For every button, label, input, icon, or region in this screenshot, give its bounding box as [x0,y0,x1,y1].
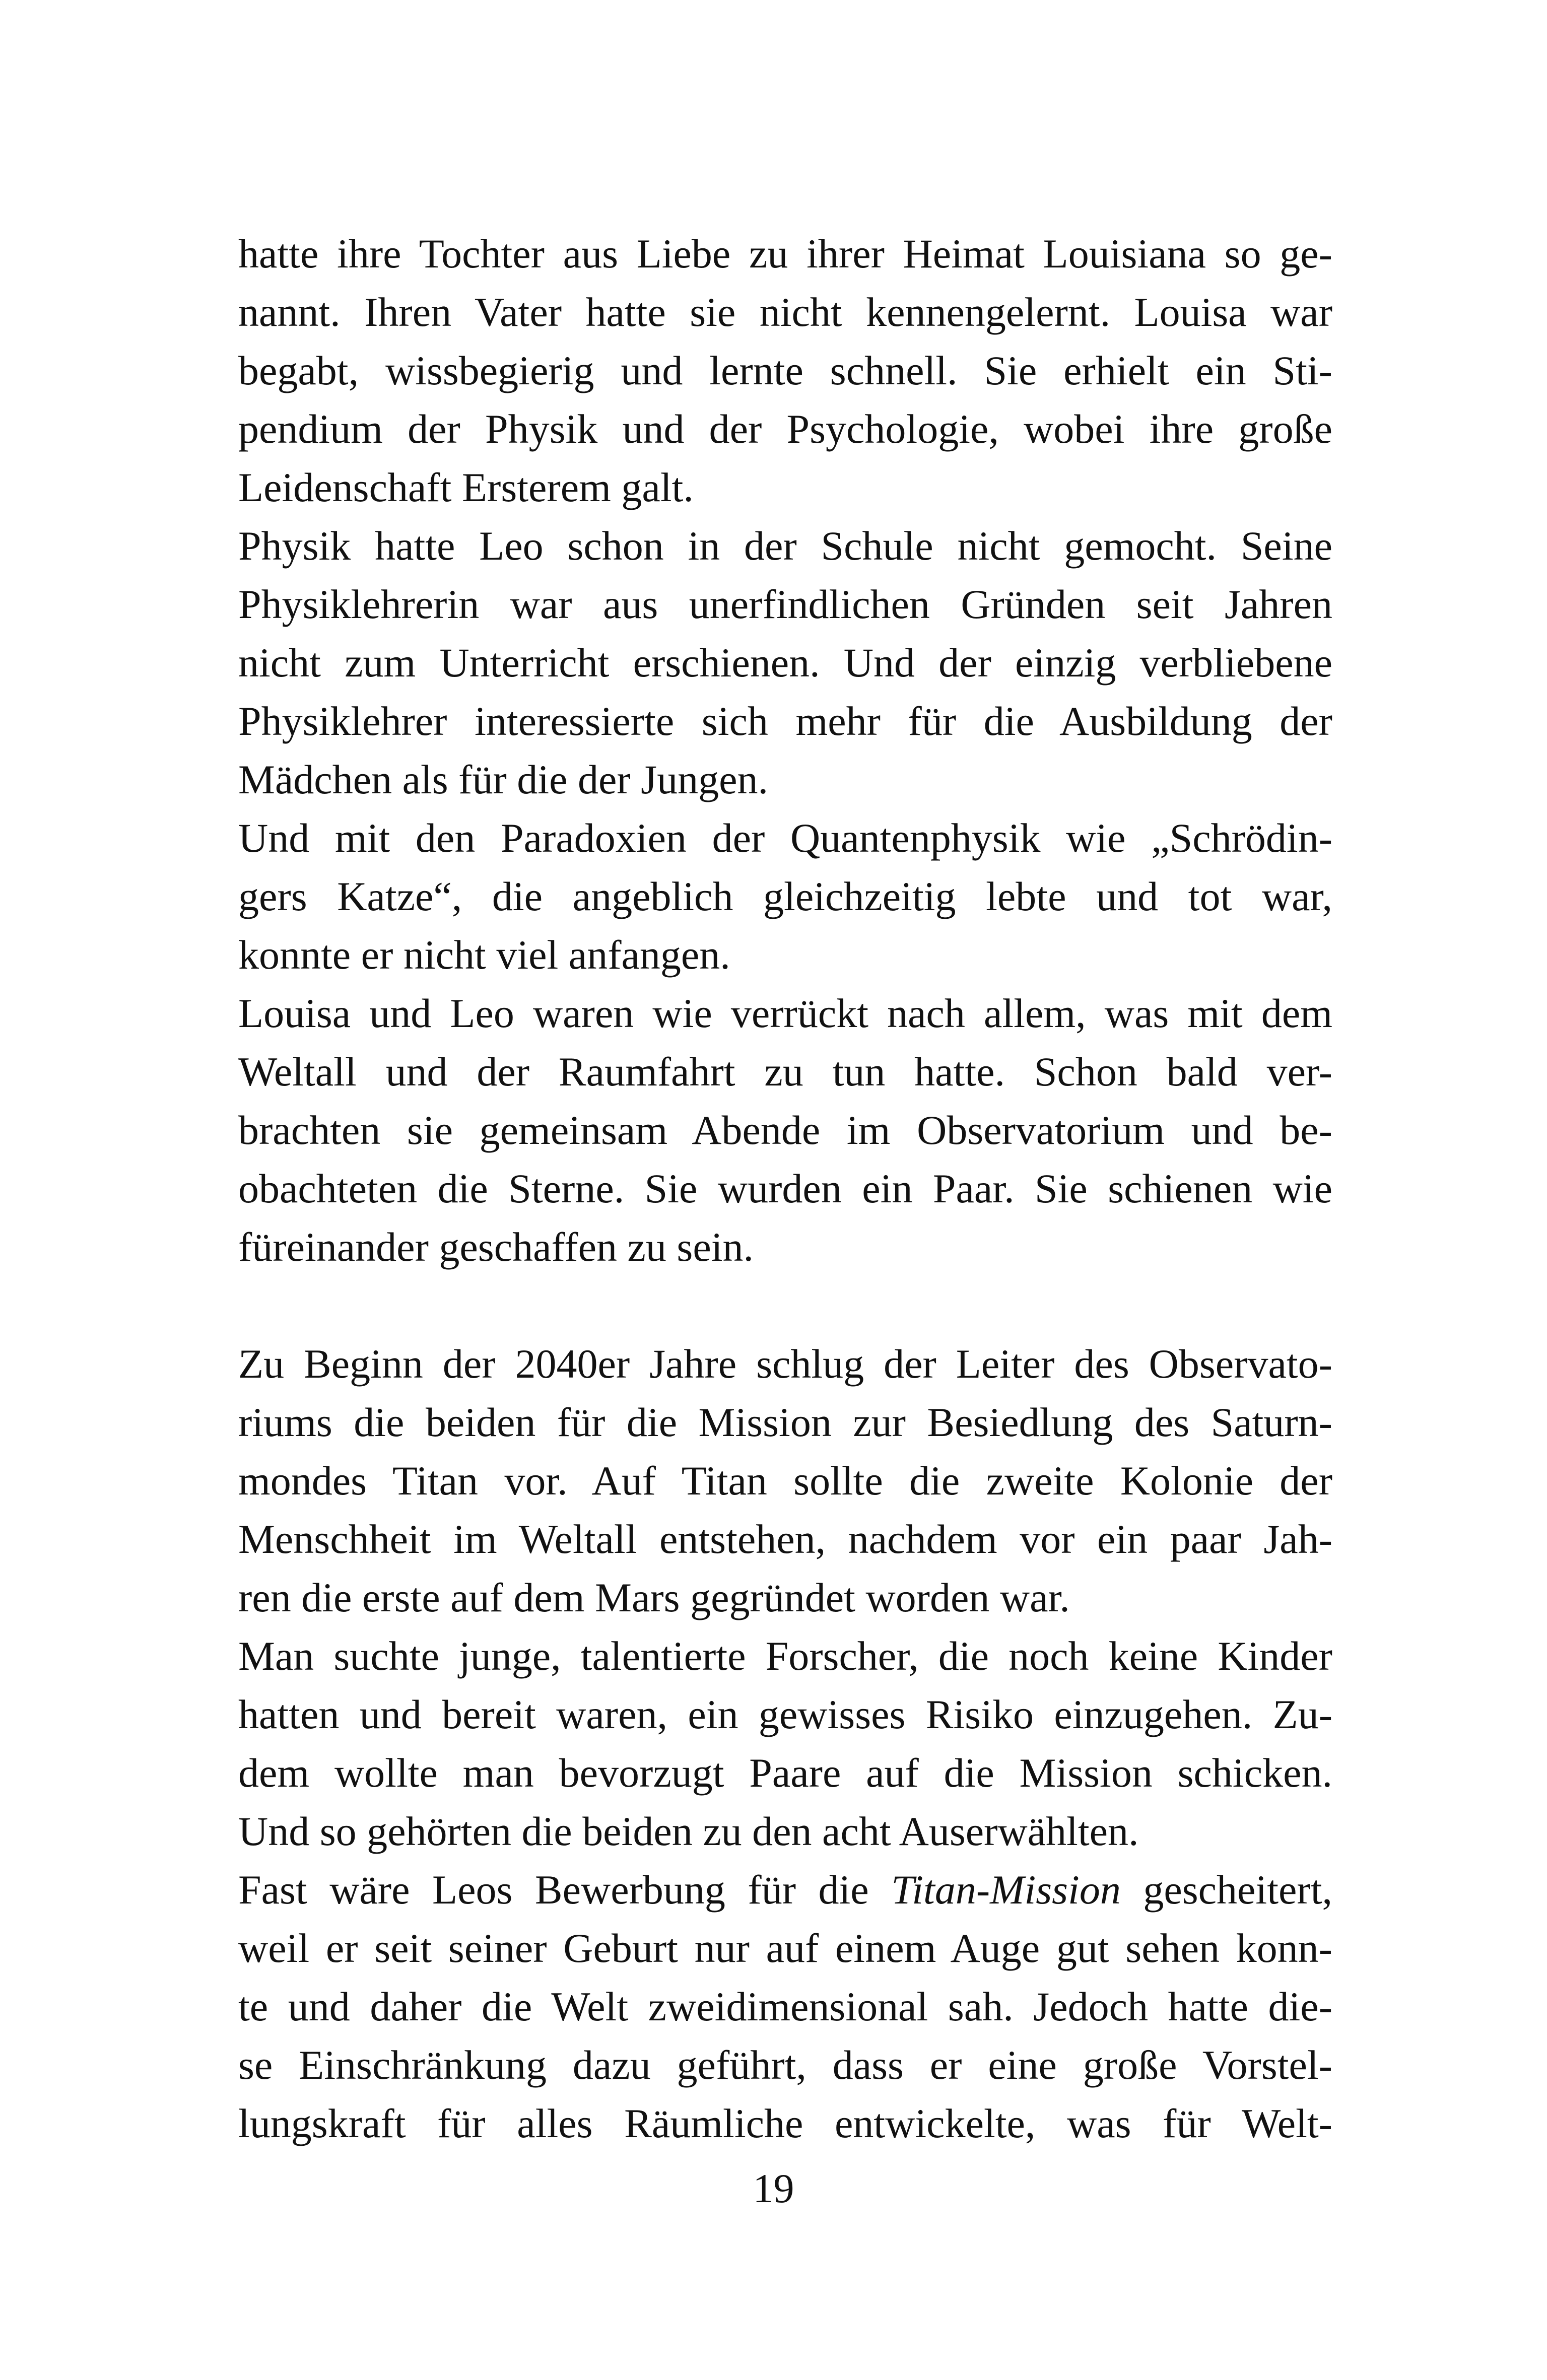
text-line: weil er seit seiner Geburt nur auf einem Auge gut sehen konn- [238,1925,1332,1971]
text-line: Man suchte junge, talentierte Forscher, die noch keine Kinder [238,1633,1332,1679]
text-line: nannt. Ihren Vater hatte sie nicht kennengelernt. Louisa war [238,289,1332,335]
paragraph-6 [238,1627,1332,1861]
text-line: hatten und bereit waren, ein gewisses Risiko einzugehen. Zu- [238,1691,1332,1737]
paragraph-7 [238,1861,1332,2153]
text-line: Louisa und Leo waren wie verrückt nach allem, was mit dem [238,990,1332,1036]
paragraph-5 [238,1335,1332,1627]
text-line: Zu Beginn der 2040er Jahre schlug der Leiter des Observato- [238,1341,1332,1387]
text-line: se Einschränkung dazu geführt, dass er eine große Vorstel- [238,2042,1332,2088]
text-line [238,1861,1332,1919]
text-line: riums die beiden für die Mission zur Besiedlung des Saturn- [238,1399,1332,1445]
text-line: gers Katze“, die angeblich gleichzeitig lebte und tot war, [238,873,1332,919]
text-line: begabt, wissbegierig und lernte schnell. Sie erhielt ein Sti- [238,348,1332,393]
text-line: brachten sie gemeinsam Abende im Observatorium und be- [238,1107,1332,1153]
text-line: nicht zum Unterricht erschienen. Und der einzig verbliebene [238,640,1332,686]
text-line: Weltall und der Raumfahrt zu tun hatte. Schon bald ver- [238,1049,1332,1095]
body-text [238,225,1332,2153]
text-segment: Fast wäre Leos Bewerbung für die [238,1867,892,1913]
text-line: Leidenschaft Ersterem galt. [238,464,694,510]
paragraph-1 [238,225,1332,517]
paragraph-3 [238,809,1332,984]
paragraph-2 [238,517,1332,809]
text-segment: gescheitert, [1120,1867,1332,1913]
paragraph-4 [238,984,1332,1276]
text-line: ren die erste auf dem Mars gegründet worden war. [238,1575,1070,1620]
text-line: Physiklehrerin war aus unerfindlichen Gründen seit Jahren [238,581,1332,627]
text-line: dem wollte man bevorzugt Paare auf die Mission schicken. [238,1750,1332,1796]
text-line: Und so gehörten die beiden zu den acht Auserwählten. [238,1808,1139,1854]
text-line: mondes Titan vor. Auf Titan sollte die zweite Kolonie der [238,1458,1332,1504]
text-line: pendium der Physik und der Psychologie, wobei ihre große [238,406,1332,452]
text-line: füreinander geschaffen zu sein. [238,1224,754,1270]
text-line: lungskraft für alles Räumliche entwickelte, was für Welt- [238,2100,1332,2146]
page-number: 19 [753,2165,794,2211]
text-line: Physiklehrer interessierte sich mehr für die Ausbildung der [238,698,1332,744]
text-line: Und mit den Paradoxien der Quantenphysik wie „Schrödin- [238,815,1332,861]
text-line: hatte ihre Tochter aus Liebe zu ihrer Heimat Louisiana so ge- [238,231,1332,277]
mission-title-italic: Titan-Mission [891,1867,1121,1913]
text-line: Physik hatte Leo schon in der Schule nicht gemocht. Seine [238,523,1332,569]
text-line: te und daher die Welt zweidimensional sah. Jedoch hatte die- [238,1984,1332,2029]
text-line: Menschheit im Weltall entstehen, nachdem vor ein paar Jah- [238,1516,1332,1562]
text-line: konnte er nicht viel anfangen. [238,932,730,978]
text-line: obachteten die Sterne. Sie wurden ein Paar. Sie schienen wie [238,1166,1332,1211]
text-line: Mädchen als für die der Jungen. [238,757,768,802]
section-break [238,1276,1332,1335]
